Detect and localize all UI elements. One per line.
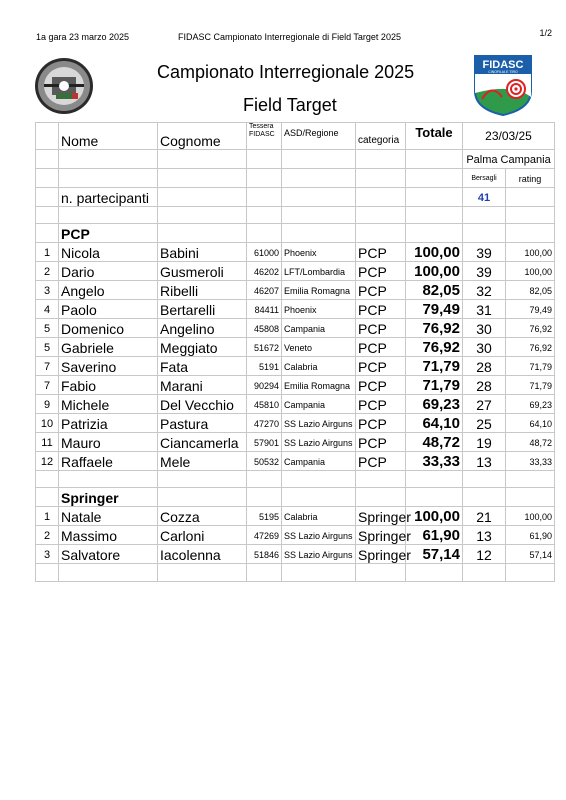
category-cell: PCP (356, 300, 406, 319)
rating-cell: 61,90 (506, 526, 555, 545)
rank-cell: 5 (36, 319, 59, 338)
targets-cell: 27 (463, 395, 506, 414)
rating-cell: 100,00 (506, 507, 555, 526)
col-header-asd: ASD/Regione (282, 123, 356, 150)
targets-cell: 39 (463, 243, 506, 262)
tessera-cell: 51672 (247, 338, 282, 357)
team-cell: Emilia Romagna (282, 281, 356, 300)
participants-count: 41 (463, 188, 506, 207)
first-name-cell: Patrizia (59, 414, 158, 433)
col-header-tessera: Tessera FIDASC (247, 123, 282, 150)
total-cell: 76,92 (406, 338, 463, 357)
targets-cell: 32 (463, 281, 506, 300)
col-header-nome: Nome (59, 123, 158, 150)
rating-cell: 100,00 (506, 262, 555, 281)
col-header-totale: Totale (406, 123, 463, 150)
rank-cell: 11 (36, 433, 59, 452)
category-cell: PCP (356, 357, 406, 376)
tessera-cell: 45810 (247, 395, 282, 414)
targets-cell: 28 (463, 376, 506, 395)
header-pos-cell (36, 123, 59, 150)
rating-cell: 33,33 (506, 452, 555, 471)
team-cell: Campania (282, 452, 356, 471)
category-cell: PCP (356, 452, 406, 471)
rank-cell: 5 (36, 338, 59, 357)
first-name-cell: Natale (59, 507, 158, 526)
total-cell: 100,00 (406, 507, 463, 526)
club-logo-left (34, 57, 94, 115)
section-title-row (36, 224, 555, 243)
tessera-cell: 57901 (247, 433, 282, 452)
last-name-cell: Iacolenna (158, 545, 247, 564)
rating-cell: 82,05 (506, 281, 555, 300)
tessera-cell: 47270 (247, 414, 282, 433)
total-cell: 64,10 (406, 414, 463, 433)
targets-cell: 13 (463, 526, 506, 545)
page-number: 1/2 (539, 28, 552, 38)
total-cell: 79,49 (406, 300, 463, 319)
last-name-cell: Pastura (158, 414, 247, 433)
category-cell: Springer (356, 526, 406, 545)
total-cell: 48,72 (406, 433, 463, 452)
last-name-cell: Mele (158, 452, 247, 471)
category-cell: PCP (356, 338, 406, 357)
category-cell: PCP (356, 262, 406, 281)
table-row (36, 526, 555, 545)
col-header-bersagli: Bersagli (463, 169, 506, 188)
total-cell: 33,33 (406, 452, 463, 471)
page-subtitle: Field Target (243, 95, 337, 115)
targets-cell: 13 (463, 452, 506, 471)
tessera-cell: 47269 (247, 526, 282, 545)
team-cell: Veneto (282, 338, 356, 357)
results-body (36, 123, 555, 582)
rating-cell: 76,92 (506, 319, 555, 338)
table-row (36, 376, 555, 395)
table-row (36, 507, 555, 526)
category-cell: PCP (356, 243, 406, 262)
targets-cell: 21 (463, 507, 506, 526)
table-row (36, 357, 555, 376)
header-event-date: 1a gara 23 marzo 2025 (36, 32, 130, 42)
targets-cell: 31 (463, 300, 506, 319)
location-label: Palma Campania (463, 150, 555, 169)
rank-cell: 12 (36, 452, 59, 471)
category-cell: PCP (356, 319, 406, 338)
rank-cell: 10 (36, 414, 59, 433)
tessera-cell: 46202 (247, 262, 282, 281)
targets-cell: 30 (463, 319, 506, 338)
location-row (36, 150, 555, 169)
targets-cell: 28 (463, 357, 506, 376)
category-cell: PCP (356, 433, 406, 452)
table-row (36, 281, 555, 300)
col-header-categoria: categoria (356, 123, 406, 150)
fidasc-logo-subtext: CINOFILIA E TIRO (488, 70, 518, 74)
first-name-cell: Raffaele (59, 452, 158, 471)
first-name-cell: Michele (59, 395, 158, 414)
rating-cell: 71,79 (506, 376, 555, 395)
table-row (36, 319, 555, 338)
table-row (36, 243, 555, 262)
team-cell: SS Lazio Airguns (282, 545, 356, 564)
team-cell: Calabria (282, 507, 356, 526)
category-cell: PCP (356, 414, 406, 433)
rank-cell: 9 (36, 395, 59, 414)
rating-cell: 64,10 (506, 414, 555, 433)
first-name-cell: Gabriele (59, 338, 158, 357)
category-cell: PCP (356, 395, 406, 414)
team-cell: LFT/Lombardia (282, 262, 356, 281)
category-cell: PCP (356, 376, 406, 395)
tessera-cell: 5191 (247, 357, 282, 376)
total-cell: 71,79 (406, 357, 463, 376)
rating-cell: 57,14 (506, 545, 555, 564)
total-cell: 100,00 (406, 262, 463, 281)
tessera-cell: 90294 (247, 376, 282, 395)
participants-label: n. partecipanti (59, 188, 158, 207)
fidasc-logo (472, 53, 534, 117)
targets-cell: 19 (463, 433, 506, 452)
first-name-cell: Fabio (59, 376, 158, 395)
first-name-cell: Domenico (59, 319, 158, 338)
table-row (36, 452, 555, 471)
rank-cell: 4 (36, 300, 59, 319)
rating-cell: 100,00 (506, 243, 555, 262)
section-title-row (36, 488, 555, 507)
team-cell: Phoenix (282, 243, 356, 262)
first-name-cell: Saverino (59, 357, 158, 376)
fidasc-logo-text: FIDASC (482, 59, 524, 71)
total-cell: 76,92 (406, 319, 463, 338)
category-cell: PCP (356, 281, 406, 300)
table-row (36, 545, 555, 564)
rank-cell: 1 (36, 507, 59, 526)
last-name-cell: Ribelli (158, 281, 247, 300)
tessera-cell: 46207 (247, 281, 282, 300)
last-name-cell: Bertarelli (158, 300, 247, 319)
team-cell: SS Lazio Airguns (282, 526, 356, 545)
first-name-cell: Salvatore (59, 545, 158, 564)
first-name-cell: Paolo (59, 300, 158, 319)
rank-cell: 3 (36, 545, 59, 564)
spacer-row (36, 207, 555, 224)
table-row (36, 300, 555, 319)
header-event-name: FIDASC Campionato Interregionale di Field Target 2025 (178, 32, 401, 42)
tessera-cell: 84411 (247, 300, 282, 319)
last-name-cell: Del Vecchio (158, 395, 247, 414)
rating-cell: 79,49 (506, 300, 555, 319)
rank-cell: 2 (36, 526, 59, 545)
team-cell: Campania (282, 319, 356, 338)
first-name-cell: Dario (59, 262, 158, 281)
team-cell: Calabria (282, 357, 356, 376)
rating-cell: 69,23 (506, 395, 555, 414)
col-header-cognome: Cognome (158, 123, 247, 150)
first-name-cell: Massimo (59, 526, 158, 545)
team-cell: Phoenix (282, 300, 356, 319)
total-cell: 71,79 (406, 376, 463, 395)
category-cell: Springer (356, 507, 406, 526)
first-name-cell: Mauro (59, 433, 158, 452)
last-name-cell: Fata (158, 357, 247, 376)
participants-row (36, 188, 555, 207)
last-name-cell: Gusmeroli (158, 262, 247, 281)
last-name-cell: Cozza (158, 507, 247, 526)
page-title: Campionato Interregionale 2025 (157, 62, 415, 82)
table-row (36, 414, 555, 433)
table-row (36, 395, 555, 414)
spacer-row (36, 471, 555, 488)
table-row (36, 433, 555, 452)
tessera-cell: 61000 (247, 243, 282, 262)
team-cell: SS Lazio Airguns (282, 414, 356, 433)
last-name-cell: Carloni (158, 526, 247, 545)
rank-cell: 7 (36, 376, 59, 395)
table-row (36, 262, 555, 281)
team-cell: Emilia Romagna (282, 376, 356, 395)
last-name-cell: Marani (158, 376, 247, 395)
total-cell: 69,23 (406, 395, 463, 414)
total-cell: 100,00 (406, 243, 463, 262)
rating-cell: 76,92 (506, 338, 555, 357)
tessera-cell: 51846 (247, 545, 282, 564)
category-cell: Springer (356, 545, 406, 564)
trailing-empty-row (36, 564, 555, 582)
total-cell: 61,90 (406, 526, 463, 545)
section-title: PCP (59, 224, 158, 243)
column-header-row (36, 123, 555, 150)
col-header-date: 23/03/25 (463, 123, 555, 150)
team-cell: Campania (282, 395, 356, 414)
total-cell: 82,05 (406, 281, 463, 300)
col-header-rating: rating (506, 169, 555, 188)
targets-cell: 12 (463, 545, 506, 564)
results-table (35, 122, 555, 582)
rank-cell: 2 (36, 262, 59, 281)
first-name-cell: Nicola (59, 243, 158, 262)
section-title: Springer (59, 488, 158, 507)
team-cell: SS Lazio Airguns (282, 433, 356, 452)
tessera-cell: 50532 (247, 452, 282, 471)
rank-cell: 7 (36, 357, 59, 376)
targets-cell: 30 (463, 338, 506, 357)
rating-cell: 48,72 (506, 433, 555, 452)
rank-cell: 3 (36, 281, 59, 300)
last-name-cell: Meggiato (158, 338, 247, 357)
last-name-cell: Babini (158, 243, 247, 262)
tessera-cell: 5195 (247, 507, 282, 526)
targets-cell: 25 (463, 414, 506, 433)
last-name-cell: Ciancamerla (158, 433, 247, 452)
tessera-cell: 45808 (247, 319, 282, 338)
targets-cell: 39 (463, 262, 506, 281)
table-row (36, 338, 555, 357)
total-cell: 57,14 (406, 545, 463, 564)
subheader-row (36, 169, 555, 188)
last-name-cell: Angelino (158, 319, 247, 338)
rank-cell: 1 (36, 243, 59, 262)
rating-cell: 71,79 (506, 357, 555, 376)
first-name-cell: Angelo (59, 281, 158, 300)
